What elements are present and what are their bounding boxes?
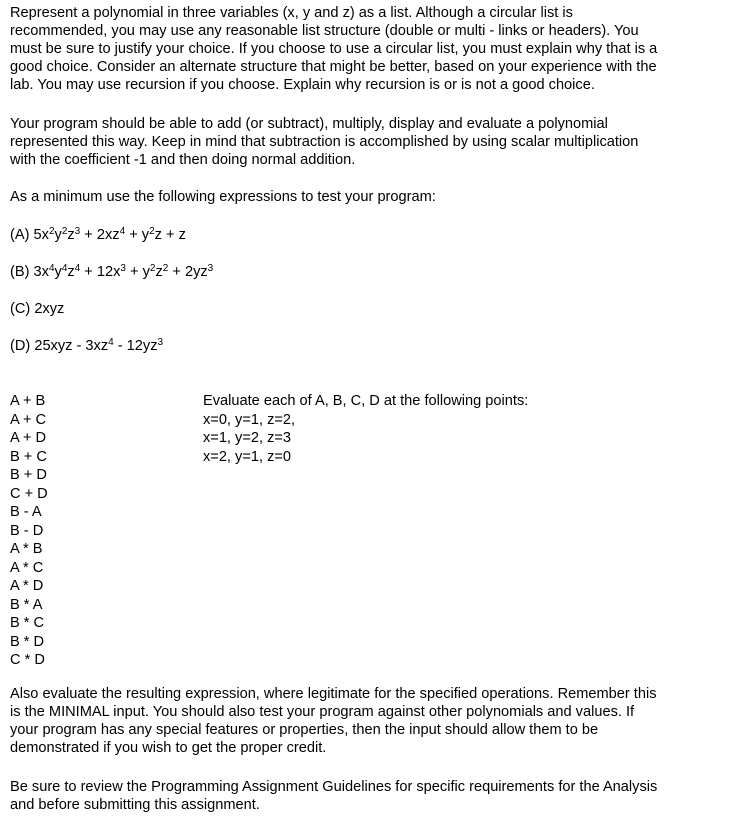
evaluation-heading: Evaluate each of A, B, C, D at the following points: [203,393,529,409]
expression-term: z [67,227,75,243]
exponent: 3 [74,226,81,237]
expression-b [10,263,213,281]
intro-line: must be sure to justify your choice. If you choose to use a circular list, you must explain why that is a [10,41,658,57]
intro-paragraph [10,4,732,94]
expression-label: (D) [10,338,31,354]
exponent: 3 [207,263,214,274]
expression-label: (C) [10,301,31,317]
also-line: demonstrated if you wish to get the proper credit. [10,740,327,756]
exponent: 4 [108,337,114,348]
exponent: 4 [48,263,55,274]
expression-term: 5x [33,227,49,243]
expression-label: (A) [10,227,30,243]
evaluation-point: x=1, y=2, z=3 [203,430,292,446]
exponent: 4 [61,263,68,274]
operation-item: B * C [10,615,45,631]
operation-item: C + D [10,485,48,502]
operation-item: B + C [10,448,47,465]
exponent: 2 [48,226,55,237]
operation-item: A + D [10,430,47,446]
expression-term: + y [125,264,150,280]
also-line: your program has any special features or properties, then the input should allow them to be [10,722,599,738]
operation-item: A + C [10,411,47,428]
operation-item: A * D [10,578,44,594]
evaluation-points [203,392,528,466]
intro-line: recommended, you may use any reasonable list structure (double or multi - links or headers). You [10,23,639,39]
also-line: is the MINIMAL input. You should also test your program against other polynomials and values. If [10,704,635,720]
operation-item: A * B [10,541,43,557]
intro-line: good choice. Consider an alternate structure that might be better, based on your experience with the [10,59,657,75]
evaluation-point: x=2, y=1, z=0 [203,448,292,465]
tests-intro-text: As a minimum use the following expressions to test your program: [10,189,436,205]
evaluation-point: x=0, y=1, z=2, [203,411,296,428]
expression-term: - 12yz [113,338,158,354]
intro-line: lab. You may use recursion if you choose. Explain why recursion is or is not a good choice. [10,77,595,93]
intro-line: Represent a polynomial in three variables (x, y and z) as a list. Although a circular list is [10,5,573,21]
also-line: Also evaluate the resulting expression, where legitimate for the specified operations. Remember this [10,686,657,702]
exponent: 2 [162,263,169,274]
expression-d [10,337,163,355]
also-paragraph [10,685,732,757]
closing-line: Be sure to review the Programming Assignment Guidelines for specific requirements for the Analysis [10,779,658,795]
operations-list [10,392,48,670]
expression-term: 25xyz - 3xz [34,338,109,354]
requirements-line: Your program should be able to add (or subtract), multiply, display and evaluate a polynomial [10,116,608,132]
exponent: 4 [119,226,126,237]
operation-item: C * D [10,652,45,668]
exponent: 2 [61,226,68,237]
closing-line: and before submitting this assignment. [10,797,260,813]
expression-term: 3x [33,264,49,280]
exponent: 2 [149,263,156,274]
expression-c [10,300,64,318]
expression-term: z [67,264,75,280]
operation-item: B - A [10,504,42,520]
exponent: 3 [120,263,126,274]
expression-term: z + z [154,227,186,243]
operation-item: B + D [10,467,47,483]
requirements-line: with the coefficient -1 and then doing normal addition. [10,152,356,168]
exponent: 2 [149,226,155,237]
expression-term: y [54,264,62,280]
operation-item: B * A [10,596,43,613]
exponent: 3 [157,337,164,348]
requirements-paragraph [10,115,732,169]
expression-term: + 2yz [168,264,208,280]
expression-label: (B) [10,264,30,280]
operation-item: B * D [10,633,45,650]
operation-item: B - D [10,522,44,539]
exponent: 4 [74,263,81,274]
expression-term: + 2xz [80,227,120,243]
expression-term: 2xyz [34,301,65,317]
expression-term: + y [125,227,150,243]
expression-a [10,226,186,244]
operation-item: A + B [10,393,46,409]
tests-intro [10,188,732,206]
requirements-line: represented this way. Keep in mind that subtraction is accomplished by using scalar multiplication [10,134,639,150]
operation-item: A * C [10,559,44,576]
expression-term: + 12x [80,264,121,280]
closing-paragraph [10,778,732,814]
expression-term: y [54,227,62,243]
expression-term: z [155,264,163,280]
